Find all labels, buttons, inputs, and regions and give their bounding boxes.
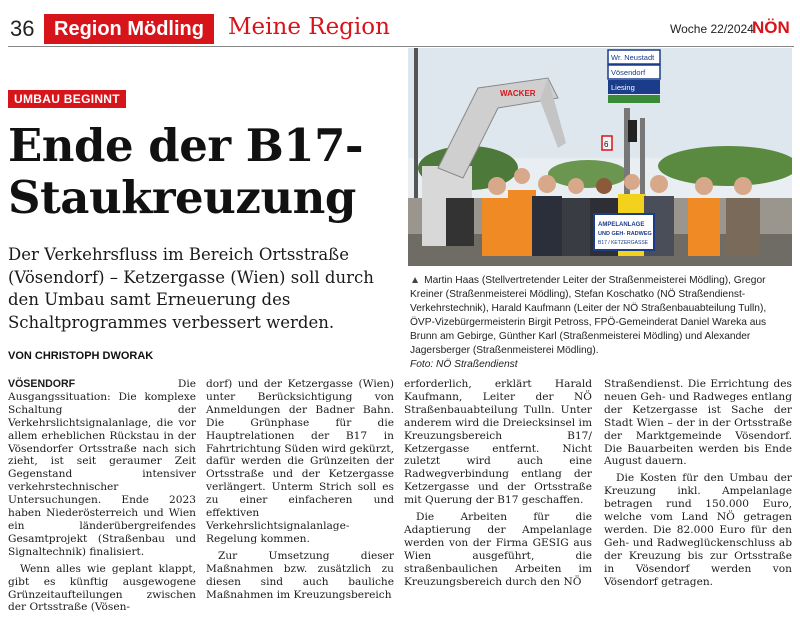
body-column-4: [604, 378, 792, 589]
sign-wr-neustadt: Wr. Neustadt: [611, 53, 655, 62]
lead-paragraph: Der Verkehrsfluss im Bereich Ortsstraße (Vösendorf) – Ketzergasse (Wien) soll durch den Umbau samt Erneuerung des Schaltprogrammes verbessert werden.: [8, 245, 374, 332]
caption-triangle-icon: ▲: [410, 275, 421, 286]
photo-marker: 6: [604, 140, 609, 149]
body-paragraph: Die Kosten für den Umbau der Kreuzung inkl. Ampelanlage betragen rund 150.000 Euro, welche vom Land NÖ getragen werden. Die 82.000 Euro für den Geh- und Radweglückenschluss ab der Kreuzung bis zur Ortsstraße in Vösendorf werden von Vösendorf getragen.: [604, 472, 792, 588]
header-divider: [8, 46, 794, 47]
machine-brand: WACKER: [500, 89, 536, 98]
issue-label: Woche 22/2024: [670, 22, 754, 36]
page-header: [0, 12, 800, 46]
article-photo: [408, 48, 792, 266]
caption-text: Martin Haas (Stellvertretender Leiter der Straßenmeisterei Mödling), Gregor Kreiner (Straßenmeisterei Mödling), Stefan Koschatko (NÖ Straßendienst-Verkehrstechnik), Harald Kaufmann (Leiter der NÖ Straßenbauabteilung Tulln), ÖVP-Vizebürgermeisterin Birgit Petross, FPÖ-Gemeinderat Daniel Wareka aus Brunn am Gebirge, Günther Karl (Straßenmeisterei Mödling) und Alexander Jagersberger (Straßenmeisterei Mödling).: [410, 275, 767, 356]
banner-line-3: B17 / KETZERGASSE: [598, 240, 649, 246]
banner-line-1: AMPELANLAGE: [598, 222, 645, 228]
photo-illustration: [408, 48, 792, 266]
page-number: 36: [10, 16, 35, 41]
byline: VON CHRISTOPH DWORAK: [8, 350, 154, 362]
body-paragraph: Zur Umsetzung dieser Maßnahmen bzw. zusätzlich zu diesen sind auch bauliche Maßnahmen im Kreuzungsbereich: [206, 549, 394, 601]
body-paragraph-continued: dorf) und der Ketzergasse (Wien) unter Berücksichtigung von Anmeldungen der Badner Bahn. Die Grünphase für die Hauptrelationen der B17 in Fahrtrichtung Süden wird gekürzt, dafür werden die Grünzeiten der Ortsstraße und der Ketzergasse verlängert. Unterm Strich soll es zu einer einfacheren und effektiven Verkehrslichtsignalanlage-Regelung kommen.: [206, 378, 394, 545]
body-paragraph: Die Arbeiten für die Adaptierung der Ampelanlage werden von der Firma GESIG aus Wien ausgeführt, die straßenbaulichen Arbeiten im Kreuzungsbereich durch den NÖ: [404, 511, 592, 588]
body-column-1: [8, 378, 196, 614]
body-paragraph: [8, 378, 196, 559]
newspaper-logo: NÖN: [752, 18, 790, 37]
section-title: Meine Region: [228, 14, 390, 40]
kicker-label: UMBAU BEGINNT: [8, 90, 126, 108]
photo-caption: [410, 274, 790, 372]
body-paragraph-continued: Straßendienst. Die Errichtung des neuen Geh- und Radweges entlang der Ketzergasse ist Sache der Stadt Wien – der in der Ortsstraße der Marktgemeinde Vösendorf. Die Bauarbeiten werden bis Ende August dauern.: [604, 378, 792, 468]
region-tag: Region Mödling: [44, 14, 214, 44]
photo-credit: Foto: NÖ Straßendienst: [410, 359, 518, 370]
dateline: VÖSENDORF: [8, 378, 76, 390]
banner-line-2: UND GEH- RADWEG: [598, 231, 652, 237]
sign-liesing: Liesing: [611, 83, 635, 92]
sign-voesendorf: Vösendorf: [611, 68, 646, 77]
body-paragraph-continued: erforderlich, erklärt Harald Kaufmann, Leiter der NÖ Straßenbauabteilung Tulln. Unter anderem wird die Dreiecksinsel im Kreuzungsbereich B17/ Ketzergasse entfernt. Nicht zuletzt wird auch eine Radwegverbindung entlang der Ketzergasse und der Ortsstraße mit Querung der B17 geschaffen.: [404, 378, 592, 507]
body-paragraph: Wenn alles wie geplant klappt, gibt es künftig ausgewogene Grünzeitaufteilungen zwischen der Ortsstraße (Vösen-: [8, 562, 196, 614]
paragraph-text: Die Ausgangssituation: Die komplexe Schaltung der Verkehrslichtsignalanlage, die vor allem erheblichen Rückstau in der Vösendorfer Ortsstraße nach sich zieht, ist seit geraumer Zeit Gegenstand intensiver verkehrstechnischer Untersuchungen. Ende 2023 haben Niederösterreich und Wien ein länderübergreifendes Gesamtprojekt (Straßenbau und Signaltechnik) finalisiert.: [8, 378, 196, 558]
body-column-3: [404, 378, 592, 589]
headline: Ende der B17-Staukreuzung: [8, 119, 364, 224]
body-column-2: [206, 378, 394, 601]
